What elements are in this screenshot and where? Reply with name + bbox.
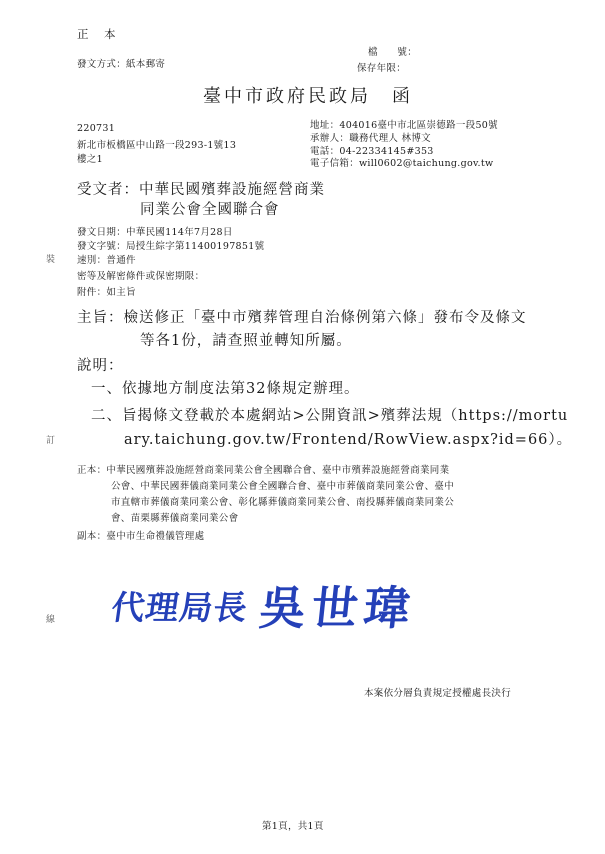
- page-title: 臺中市政府民政局 函: [203, 86, 413, 107]
- distribution-copy: 副本：臺中市生命禮儀管理處: [77, 531, 205, 542]
- attachment: 附件：如主旨: [77, 287, 136, 298]
- recipient-line2: 同業公會全國聯合會: [140, 202, 280, 218]
- recipient-line1: 受文者：中華民國殯葬設施經營商業: [77, 182, 325, 198]
- retention-label: 保存年限：: [357, 63, 407, 74]
- subject-line2: 等各1份，請查照並轉知所屬。: [140, 333, 352, 349]
- authority-note: 本案依分層負責規定授權處長決行: [364, 688, 512, 699]
- sender-postcode: 220731: [77, 123, 116, 134]
- explanation-heading: 說明：: [77, 358, 124, 374]
- explanation-item-2-line1: 二、旨揭條文登載於本處網站>公開資訊>殯葬法規（https://mortu: [91, 408, 569, 424]
- signature-title: 代理局長: [108, 587, 251, 627]
- distribution-main-line2: 公會、中華民國葬儀商業同業公會全國聯合會、臺中市葬儀商業同業公會、臺中: [111, 481, 455, 492]
- send-method: 發文方式：紙本郵寄: [77, 59, 166, 70]
- explanation-item-2-line2: ary.taichung.gov.tw/Frontend/RowView.aspx?id=66）。: [124, 432, 573, 448]
- contact-phone: 電話：04-22334145#353: [310, 146, 434, 157]
- contact-address: 地址：404016臺中市北區崇德路一段50號: [310, 120, 498, 131]
- contact-handler: 承辦人：職務代理人 林博文: [310, 133, 431, 144]
- reference-number: 發文字號：局授生綜字第11400197851號: [77, 241, 265, 252]
- delivery-speed: 速別：普通件: [77, 255, 136, 266]
- file-number-label: 檔 號：: [368, 47, 418, 58]
- explanation-item-1: 一、依據地方制度法第32條規定辦理。: [91, 381, 360, 397]
- sender-address-line1: 新北市板橋區中山路一段293-1號13: [77, 140, 237, 151]
- margin-mark-line: 線: [46, 615, 56, 625]
- copy-type-label: 正 本: [77, 27, 118, 41]
- distribution-main-line4: 會、苗栗縣葬儀商業同業公會: [111, 513, 239, 524]
- margin-mark-staple: 訂: [46, 436, 56, 446]
- contact-email: 電子信箱：will0602@taichung.gov.tw: [310, 158, 494, 169]
- margin-mark-bind: 裝: [46, 255, 56, 265]
- distribution-main-line3: 市直轄市葬儀商業同業公會、彰化縣葬儀商業同業公會、南投縣葬儀商業同業公: [111, 497, 455, 508]
- subject-line1: 主旨：檢送修正「臺中市殯葬管理自治條例第六條」發布令及條文: [77, 310, 527, 326]
- sender-address-line2: 樓之1: [77, 154, 103, 165]
- signature-name: 吳世瑋: [256, 581, 419, 635]
- signature-stamp: [108, 570, 462, 640]
- issue-date: 發文日期：中華民國114年7月28日: [77, 227, 233, 238]
- page-number: 第1頁，共1頁: [262, 821, 324, 832]
- distribution-main-line1: 正本：中華民國殯葬設施經營商業同業公會全國聯合會、臺中市殯葬設施經營商業同業: [77, 465, 450, 476]
- secrecy-level: 密等及解密條件或保密期限：: [77, 271, 205, 282]
